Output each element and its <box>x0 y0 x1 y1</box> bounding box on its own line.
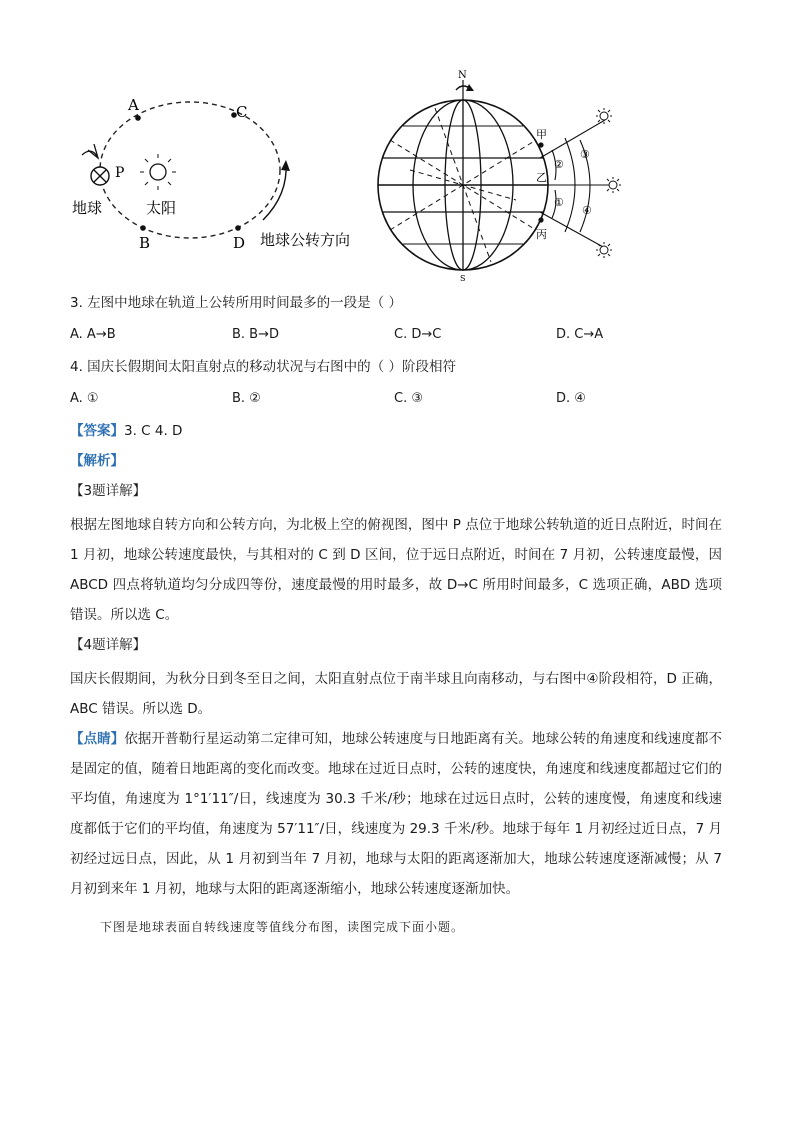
point-d-label: D <box>233 234 246 252</box>
revolution-arrow <box>263 163 286 220</box>
question-3-options <box>70 324 722 346</box>
figure-svg <box>60 60 740 290</box>
point-a-dot <box>135 115 141 121</box>
next-intro: 下图是地球表面自转线速度等值线分布图，读图完成下面小题。 <box>100 920 465 934</box>
lat-label-bing: 丙 <box>536 228 547 241</box>
point-b-label: B <box>139 234 151 252</box>
option-b: B. B→D <box>232 327 280 342</box>
answer-line <box>70 420 722 442</box>
ray-upper <box>540 120 605 158</box>
sun-icon <box>596 242 612 258</box>
direction-label: 地球公转方向 <box>260 231 351 249</box>
sun-icon <box>596 108 612 124</box>
point-d-dot <box>235 225 241 231</box>
question-3: 3. 左图中地球在轨道上公转所用时间最多的一段是（ ） <box>70 295 402 311</box>
revolution-arrowhead <box>281 160 290 171</box>
orbit-diagram <box>72 96 350 252</box>
sun-icon <box>140 154 176 190</box>
segment-label-3: ③ <box>580 148 590 161</box>
analysis-line <box>70 450 722 472</box>
option-a: A. A→B <box>70 327 116 342</box>
answer-tag: 【答案】 <box>70 423 124 439</box>
point-p-label: P <box>115 165 125 181</box>
option-c: C. ③ <box>394 391 423 406</box>
figure-area <box>60 60 740 290</box>
pole-s-label: S <box>460 274 466 283</box>
question-4: 4. 国庆长假期间太阳直射点的移动状况与右图中的（ ）阶段相符 <box>70 359 456 375</box>
segment-label-2: ② <box>554 158 564 171</box>
point-a-label: A <box>128 96 139 114</box>
pole-n-label: N <box>458 70 467 81</box>
earth-icon <box>82 144 109 185</box>
option-a: A. ① <box>70 391 99 406</box>
analysis-tag: 【解析】 <box>70 453 124 469</box>
point-b-dot <box>140 225 146 231</box>
tip-paragraph <box>70 724 722 904</box>
document-content <box>70 292 722 947</box>
orbit-path <box>100 102 280 238</box>
question-4-options <box>70 388 722 410</box>
option-c: C. D→C <box>394 327 442 342</box>
q4-detail-body: 国庆长假期间，为秋分日到冬至日之间，太阳直射点位于南半球且向南移动，与右图中④阶段相符，D 正确，ABC 错误。所以选 D。 <box>70 671 722 717</box>
ray-lower <box>540 212 605 248</box>
q4-detail-title: 【4题详解】 <box>70 637 147 653</box>
segment-label-4: ④ <box>582 204 592 217</box>
option-b: B. ② <box>232 391 261 406</box>
option-d: D. ④ <box>556 391 586 406</box>
lat-label-yi: 乙 <box>536 171 547 184</box>
point-c-label: C <box>236 103 248 121</box>
option-d: D. C→A <box>556 327 604 342</box>
sun-label: 太阳 <box>146 199 177 217</box>
tip-tag: 【点睛】 <box>70 731 125 747</box>
earth-label: 地球 <box>72 199 103 217</box>
answer-text: 3. C 4. D <box>124 423 183 439</box>
q3-detail-body: 根据左图地球自转方向和公转方向，为北极上空的俯视图，图中 P 点位于地球公转轨道的近日点附近，时间在 1 月初，地球公转速度最快，与其相对的 C 到 D 区间，位于远日点附近，时间在 7 月初，公转速度最慢，因 ABCD 四点将轨道均匀分成四等份，速度最慢的用时最多，故 D→C 所用时间最多，C 选项正确，ABD 选项错误。所以选 C。 <box>70 517 722 623</box>
globe-diagram <box>378 70 621 283</box>
q3-detail-title: 【3题详解】 <box>70 483 147 499</box>
lat-label-jia: 甲 <box>536 128 547 141</box>
tip-body: 依据开普勒行星运动第二定律可知，地球公转速度与日地距离有关。地球公转的角速度和线速度都不是固定的值，随着日地距离的变化而改变。地球在过近日点时，公转的速度快，角速度和线速度都超过它们的平均值，角速度为 1°1′11″/日，线速度为 30.3 千米/秒；地球在过远日点时，公转的速度慢，角速度和线速度都低于它们的平均值，角速度为 57′11″/日，线速度为 29.3 千米/秒。地球于每年 1 月初经过近日点，7 月初经过远日点，因此，从 1 月初到当年 7 月初，地球与太阳的距离逐渐加大，地球公转速度逐渐减慢；从 7 月初到来年 1 月初，地球与太阳的距离逐渐缩小，地球公转速度逐渐加快。 <box>70 731 723 897</box>
segment-label-1: ① <box>554 196 564 209</box>
